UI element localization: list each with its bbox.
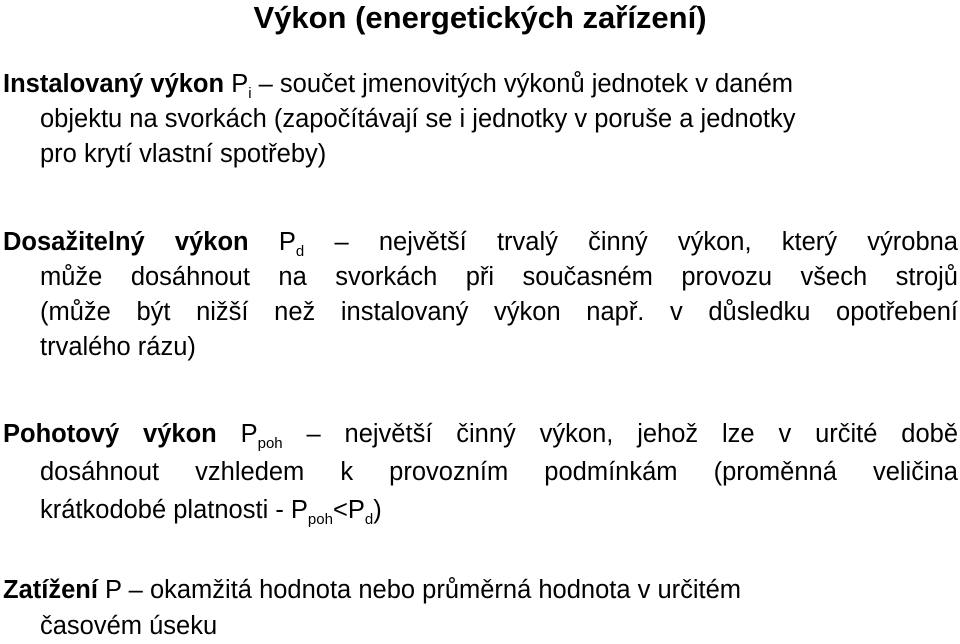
load-line-1 [3,572,933,608]
standby-power-definition-text: – největší činný výkon, jehož lze v určité době [282,420,959,448]
achievable-power-line-1 [3,225,958,260]
standby-power-symbol: P [240,420,258,448]
standby-power-subscript: poh [257,435,283,452]
load-term: Zatížení [3,576,98,604]
achievable-power-line-4: trvalého rázu) [40,333,196,361]
installed-power-definition [3,67,933,172]
load-line-2: časovém úseku [40,612,218,640]
standby-power-line-3 [3,491,958,529]
installed-power-line-1 [3,67,933,102]
load-symbol: P [105,576,122,604]
standby-power-term: Pohotový výkon [3,420,217,448]
standby-power-line-3-text: krátkodobé platnosti - P [40,496,308,524]
standby-power-line-1 [3,415,958,453]
standby-power-definition [3,415,958,529]
achievable-power-symbol: P [278,228,296,256]
standby-power-line-3-relation: <P [332,496,365,524]
load-definition-text: – okamžitá hodnota nebo průměrná hodnota v určitém [121,576,742,604]
installed-power-line-2: objektu na svorkách (započítávají se i jednotky v poruše a jednotky [40,105,796,133]
achievable-power-definition-text: – největší trvalý činný výkon, který výrobna [304,228,958,256]
achievable-power-subscript: d [295,243,305,260]
installed-power-symbol: P [231,70,249,98]
achievable-power-line-3: (může být nižší než instalovaný výkon např. v důsledku opotřebení [40,298,958,326]
standby-power-line-3-subscript-poh: poh [307,511,333,528]
installed-power-definition-text: – součet jmenovitých výkonů jednotek v daném [251,70,794,98]
slide-title: Výkon (energetických zařízení) [253,0,707,35]
installed-power-line-3: pro krytí vlastní spotřeby) [40,140,327,168]
achievable-power-definition [3,225,958,365]
installed-power-subscript: i [248,85,252,102]
installed-power-term: Instalovaný výkon [3,70,225,98]
load-definition [3,572,933,644]
standby-power-line-3-end: ) [373,496,382,524]
achievable-power-line-2: může dosáhnout na svorkách při současném provozu všech strojů [40,263,958,291]
achievable-power-term: Dosažitelný výkon [3,228,249,256]
standby-power-line-3-subscript-d: d [364,511,374,528]
standby-power-line-2: dosáhnout vzhledem k provozním podmínkám (proměnná veličina [40,458,958,486]
